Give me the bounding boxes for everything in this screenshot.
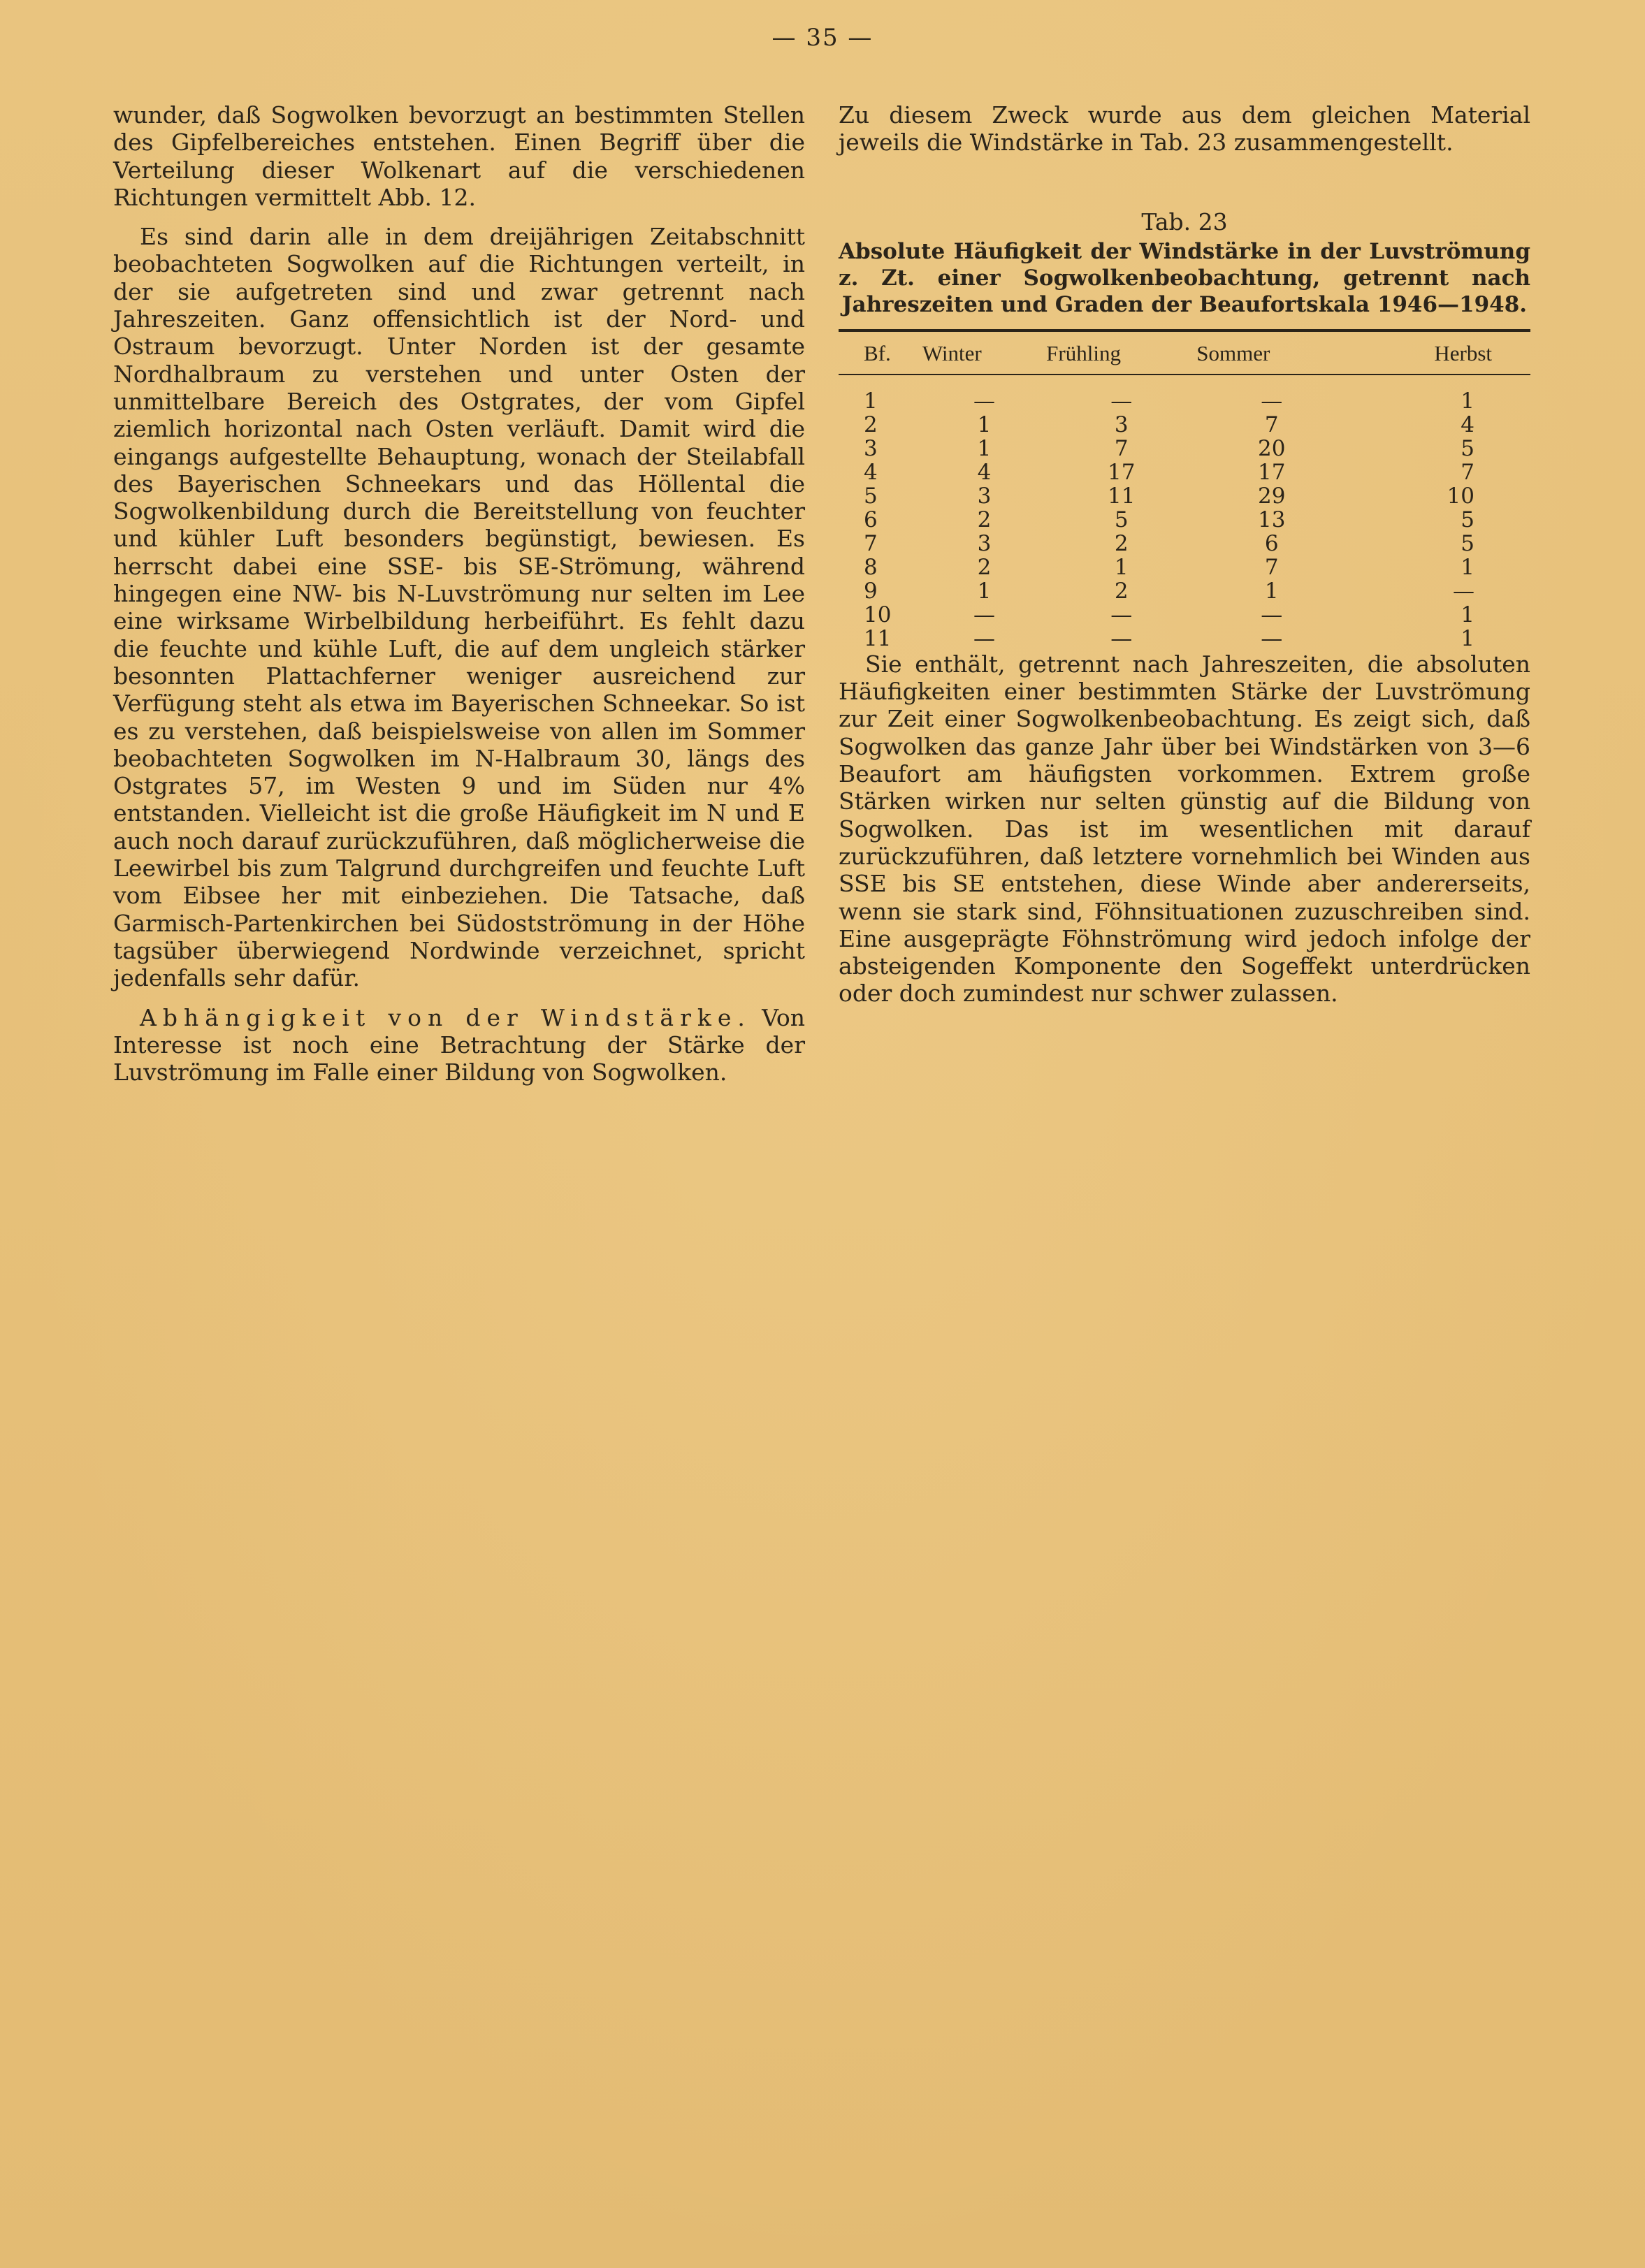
paragraph: wunder, daß Sogwolken bevorzugt an bestimmten Stellen des Gipfelbereiches entstehen. Einen Begriff über die Verteilung dieser Wolkenart auf die verschiedenen Richtungen vermittelt Abb. 12. bbox=[113, 101, 805, 211]
table-cell: 7 bbox=[864, 530, 878, 556]
table-cell: 2 bbox=[1114, 578, 1129, 604]
table-cell: 1 bbox=[1264, 578, 1279, 604]
table-cell: 29 bbox=[1258, 483, 1286, 509]
table-cell: 1 bbox=[977, 578, 992, 604]
table-row bbox=[839, 508, 1530, 532]
table-cell: 4 bbox=[1461, 412, 1474, 437]
table-cell: — bbox=[1261, 602, 1283, 627]
paragraph: Sie enthält, getrennt nach Jahreszeiten, die absoluten Häufigkeiten einer bestimmten Stärke der Luvströmung zur Zeit einer Sogwolkenbeobachtung. Es zeigt sich, daß Sogwolken das ganze Jahr über bei Windstärken von 3—6 Beaufort am häufigsten vorkommen. Extrem große Stärken wirken nur selten günstig auf die Bildung von Sogwolken. Das ist im wesentlichen mit darauf zurückzuführen, daß letztere vornehmlich bei Winden aus SSE bis SE entstehen, diese Winde aber andererseits, wenn sie stark sind, Föhnsituationen zuzuschreiben sind. Eine ausgeprägte Föhnströmung wird jedoch infolge der absteigenden Komponente den Sogeffekt unterdrücken oder doch zumindest nur schwer zulassen. bbox=[839, 650, 1530, 1008]
table-cell: 17 bbox=[1108, 459, 1136, 485]
table-cell: 4 bbox=[977, 459, 992, 485]
table-cell: 20 bbox=[1258, 435, 1286, 461]
wind-strength-table bbox=[839, 329, 1530, 650]
table-cell: — bbox=[973, 625, 996, 651]
table-cell: 9 bbox=[864, 578, 878, 604]
paragraph bbox=[113, 1004, 805, 1086]
column-header: Bf. bbox=[839, 330, 922, 375]
table-header-row bbox=[839, 330, 1530, 375]
table-row bbox=[839, 579, 1530, 603]
table-cell: — bbox=[1261, 388, 1283, 414]
table-cell: 7 bbox=[1264, 554, 1279, 580]
column-header: Sommer bbox=[1196, 330, 1347, 375]
page-number: — 35 — bbox=[771, 24, 874, 52]
table-cell: 7 bbox=[1114, 435, 1129, 461]
section-heading: Abhängigkeit von der Windstärke. bbox=[140, 1003, 751, 1031]
table-row bbox=[839, 375, 1530, 413]
table-cell: — bbox=[973, 388, 996, 414]
paragraph: Zu diesem Zweck wurde aus dem gleichen Material jeweils die Windstärke in Tab. 23 zusammengestellt. bbox=[839, 101, 1530, 157]
table-cell: 1 bbox=[1461, 625, 1474, 651]
table-cell: 11 bbox=[864, 625, 892, 651]
table-row bbox=[839, 555, 1530, 579]
table-row bbox=[839, 603, 1530, 627]
table-cell: 3 bbox=[977, 483, 992, 509]
table-cell: 4 bbox=[864, 459, 878, 485]
table-cell: 2 bbox=[864, 412, 878, 437]
table-cell: 1 bbox=[1114, 554, 1129, 580]
table-row bbox=[839, 484, 1530, 508]
table-cell: — bbox=[1110, 625, 1133, 651]
table-cell: 13 bbox=[1258, 507, 1286, 532]
table-cell: 3 bbox=[864, 435, 878, 461]
table-cell: 1 bbox=[977, 412, 992, 437]
table-cell: 5 bbox=[1461, 507, 1474, 532]
table-cell: 1 bbox=[1461, 388, 1474, 414]
table-cell: 1 bbox=[1461, 602, 1474, 627]
table-cell: 11 bbox=[1108, 483, 1136, 509]
table-cell: 8 bbox=[864, 554, 878, 580]
table-title: Absolute Häufigkeit der Windstärke in der Luvströmung z. Zt. einer Sogwolkenbeobachtung, getrennt nach Jahreszeiten und Graden der Beaufortskala 1946—1948. bbox=[839, 238, 1530, 317]
table-row bbox=[839, 460, 1530, 484]
table-cell: — bbox=[1261, 625, 1283, 651]
table-cell: 6 bbox=[1264, 530, 1279, 556]
table-cell: 1 bbox=[977, 435, 992, 461]
table-row bbox=[839, 413, 1530, 437]
table-cell: 5 bbox=[1461, 530, 1474, 556]
table-cell: 5 bbox=[1461, 435, 1474, 461]
table-cell: — bbox=[1110, 602, 1133, 627]
table-row bbox=[839, 627, 1530, 650]
table-caption: Tab. 23 bbox=[1141, 208, 1228, 235]
table-cell: — bbox=[973, 602, 996, 627]
table-cell: 10 bbox=[864, 602, 892, 627]
table-cell: — bbox=[1110, 388, 1133, 414]
table-cell: 2 bbox=[1114, 530, 1129, 556]
table-cell: 3 bbox=[977, 530, 992, 556]
right-column bbox=[839, 101, 1530, 1019]
table-cell: 3 bbox=[1114, 412, 1129, 437]
table-row bbox=[839, 437, 1530, 460]
table-cell: 5 bbox=[1114, 507, 1129, 532]
table-cell: 10 bbox=[1447, 483, 1474, 509]
table-cell: 5 bbox=[864, 483, 878, 509]
table-cell: 7 bbox=[1461, 459, 1474, 485]
table-cell: 2 bbox=[977, 507, 992, 532]
column-header: Frühling bbox=[1046, 330, 1196, 375]
paragraph-text: Von Interesse ist noch eine Betrachtung der Stärke der Luvströmung im Falle einer Bildung von Sogwolken. bbox=[113, 1003, 805, 1086]
table-cell: 2 bbox=[977, 554, 992, 580]
left-column bbox=[113, 101, 805, 1098]
table-cell: 1 bbox=[864, 388, 878, 414]
table-cell: 1 bbox=[1461, 554, 1474, 580]
table-row bbox=[839, 532, 1530, 555]
table-cell: — bbox=[1453, 578, 1474, 604]
column-header: Winter bbox=[922, 330, 1046, 375]
column-header: Herbst bbox=[1347, 330, 1530, 375]
table-cell: 6 bbox=[864, 507, 878, 532]
paragraph: Es sind darin alle in dem dreijährigen Zeitabschnitt beobachteten Sogwolken auf die Richtungen verteilt, in der sie aufgetreten sind und zwar getrennt nach Jahreszeiten. Ganz offensichtlich ist der Nord- und Ostraum bevorzugt. Unter Norden ist der gesamte Nordhalbraum zu verstehen und unter Osten der unmittelbare Bereich des Ostgrates, der vom Gipfel ziemlich horizontal nach Osten verläuft. Damit wird die eingangs aufgestellte Behauptung, wonach der Steilabfall des Bayerischen Schneekars und das Höllental die Sogwolkenbildung durch die Bereitstellung von feuchter und kühler Luft besonders begünstigt, bewiesen. Es herrscht dabei eine SSE- bis SE-Strömung, während hingegen eine NW- bis N-Luvströmung nur selten im Lee eine wirksame Wirbelbildung herbeiführt. Es fehlt dazu die feuchte und kühle Luft, die auf dem ungleich stärker besonnten Plattachferner weniger ausreichend zur Verfügung steht als etwa im Bayerischen Schneekar. So ist es zu verstehen, daß beispielsweise von allen im Sommer beobachteten Sogwolken im N-Halbraum 30, längs des Ostgrates 57, im Westen 9 und im Süden nur 4% entstanden. Vielleicht ist die große Häufigkeit im N und E auch noch darauf zurückzuführen, daß möglicherweise die Leewirbel bis zum Talgrund durchgreifen und feuchte Luft vom Eibsee her mit einbeziehen. Die Tatsache, daß Garmisch-Partenkirchen bei Südostströmung in der Höhe tagsüber überwiegend Nordwinde verzeichnet, spricht jedenfalls sehr dafür. bbox=[113, 223, 805, 992]
table-cell: 17 bbox=[1258, 459, 1286, 485]
table-cell: 7 bbox=[1264, 412, 1279, 437]
